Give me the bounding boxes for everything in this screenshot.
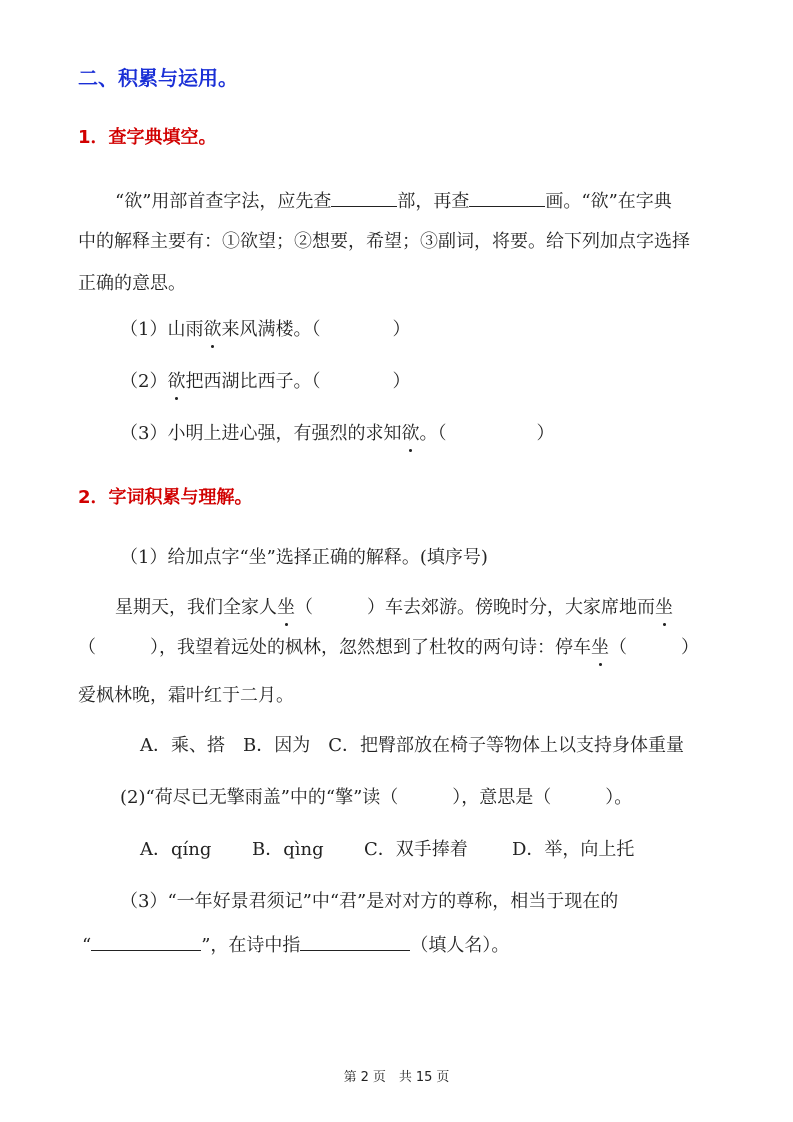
story-text: （ ），我望着远处的枫林，忽然想到了杜牧的两句诗：停车 [78, 637, 591, 658]
q2-title: 2．字词积累与理解。 [78, 487, 253, 508]
total-pages: 15 [415, 1070, 433, 1085]
dotted-char: 坐 [277, 597, 295, 618]
dotted-char: 欲 [203, 319, 222, 340]
story-line3: 爱枫林晚，霜叶红于二月。 [78, 685, 294, 706]
q1-text: 部，再查 [397, 191, 470, 212]
q1-paragraph-line3: 正确的意思。 [78, 273, 186, 294]
q1-title: 1．查字典填空。 [78, 127, 217, 148]
blank-person-name[interactable] [300, 932, 410, 951]
story-line1 [115, 596, 673, 620]
option-a: A．qíng [140, 839, 212, 860]
blank-radical[interactable] [331, 188, 397, 207]
q1-item-2 [120, 370, 410, 394]
q1-text: 画。“欲”在字典 [545, 191, 672, 212]
dotted-char: 坐 [655, 597, 673, 618]
dotted-char: 欲 [167, 371, 186, 392]
story-text: 星期天，我们全家人 [115, 597, 277, 618]
q1-paragraph-line1 [115, 188, 672, 214]
option-c: C．双手捧着 [364, 839, 468, 860]
story-line2 [78, 636, 699, 660]
page-footer [0, 1066, 793, 1085]
item-text: （2） [120, 371, 168, 392]
dotted-char: 欲 [401, 423, 420, 444]
section-title: 二、积累与运用。 [78, 66, 238, 90]
q1-paragraph-line2: 中的解释主要有：①欲望；②想要，希望；③副词，将要。给下列加点字选择 [78, 231, 690, 252]
q1-item-3 [120, 422, 554, 446]
item-text: （3）小明上进心强，有强烈的求知 [120, 423, 402, 444]
q2-sub3-line1: （3）“一年好景君须记”中“君”是对对方的尊称，相当于现在的 [120, 891, 619, 912]
sub3-text: （填人名）。 [410, 935, 510, 956]
footer-text: 页 [436, 1070, 450, 1085]
item-text: 。（ ） [419, 423, 555, 444]
item-text: （1）山雨 [120, 319, 204, 340]
page-number: 2 [360, 1070, 369, 1085]
item-text: 来风满楼。（ ） [221, 319, 411, 340]
option-d: D．举，向上托 [512, 839, 635, 860]
q2-sub1: （1）给加点字“坐”选择正确的解释。(填序号) [120, 547, 488, 568]
quote-mark: “ [82, 935, 92, 956]
footer-text: 页 共 [372, 1070, 412, 1085]
blank-strokes[interactable] [469, 188, 545, 207]
option-b: B．qìng [252, 839, 324, 860]
footer-text: 第 [343, 1070, 357, 1085]
sub3-text: ”，在诗中指 [201, 935, 301, 956]
q1-text: “欲”用部首查字法，应先查 [115, 191, 332, 212]
q2-sub3-line2 [82, 932, 509, 958]
q2-options-1: A．乘、搭 B．因为 C．把臀部放在椅子等物体上以支持身体重量 [140, 735, 684, 756]
q1-item-1 [120, 318, 410, 342]
item-text: 把西湖比西子。（ ） [185, 371, 411, 392]
dotted-char: 坐 [591, 637, 609, 658]
blank-modern-term[interactable] [91, 932, 201, 951]
story-text: （ ）车去郊游。傍晚时分，大家席地而 [295, 597, 655, 618]
story-text: （ ） [609, 637, 699, 658]
q2-sub2: (2)“荷尽已无擎雨盖”中的“擎”读（ ），意思是（ ）。 [120, 787, 633, 808]
